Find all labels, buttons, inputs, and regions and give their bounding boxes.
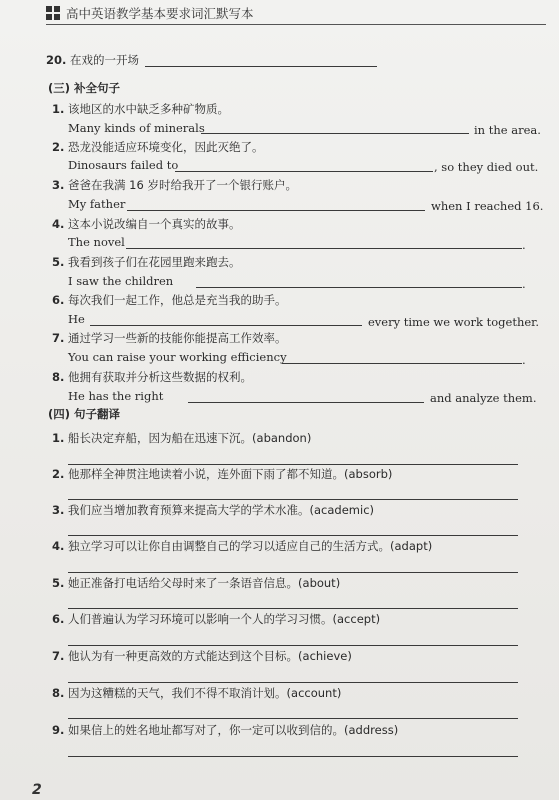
complete-item-8-after: and analyze them. <box>430 391 537 405</box>
translate-item-9 <box>52 722 398 738</box>
complete-item-3-after: when I reached 16. <box>431 199 544 213</box>
item-chinese: 该地区的水中缺乏多种矿物质。 <box>68 102 230 116</box>
answer-blank[interactable] <box>282 363 522 364</box>
answer-blank[interactable] <box>145 66 377 67</box>
item-number: 2. <box>52 467 65 481</box>
item-text: 船长决定弃船，因为船在迅速下沉。(abandon) <box>68 431 312 445</box>
item-number: 8. <box>52 686 65 700</box>
complete-item-6-before: He <box>68 312 85 326</box>
item-text: 他那样全神贯注地读着小说，连外面下雨了都不知道。(absorb) <box>68 467 393 481</box>
complete-item-7-before: You can raise your working efficiency <box>68 350 287 364</box>
item-number: 3. <box>52 503 65 517</box>
translate-item-6 <box>52 611 380 627</box>
item-text: 因为这糟糕的天气，我们不得不取消计划。(account) <box>68 686 342 700</box>
item-text: 人们普遍认为学习环境可以影响一个人的学习习惯。(accept) <box>68 612 381 626</box>
translate-item-7 <box>52 648 352 664</box>
item-number: 9. <box>52 723 65 737</box>
item-number: 5. <box>52 255 65 269</box>
complete-item-4-prompt <box>52 216 241 232</box>
item-chinese: 他拥有获取并分析这些数据的权利。 <box>68 370 253 384</box>
item-number: 7. <box>52 331 65 345</box>
answer-line[interactable] <box>68 608 518 609</box>
complete-item-8-prompt <box>52 369 252 385</box>
complete-item-1-after: in the area. <box>474 123 541 137</box>
answer-line[interactable] <box>68 682 518 683</box>
item-number: 20. <box>46 53 67 67</box>
complete-item-2-before: Dinosaurs failed to <box>68 158 179 172</box>
translate-item-5 <box>52 575 340 591</box>
complete-item-5-before: I saw the children <box>68 274 174 288</box>
answer-line[interactable] <box>68 645 518 646</box>
complete-item-5-after: . <box>522 277 526 291</box>
item-chinese: 每次我们一起工作，他总是充当我的助手。 <box>68 293 287 307</box>
answer-blank[interactable] <box>196 287 522 288</box>
answer-line[interactable] <box>68 718 518 719</box>
section-title-complete: (三) 补全句子 <box>48 81 121 95</box>
answer-line[interactable] <box>68 535 518 536</box>
complete-item-6-prompt <box>52 292 287 308</box>
series-logo-icon <box>46 6 60 20</box>
item-number: 8. <box>52 370 65 384</box>
answer-line[interactable] <box>68 572 518 573</box>
complete-item-7-after: . <box>522 353 526 367</box>
item-number: 7. <box>52 649 65 663</box>
item-text: 在戏的一开场 <box>70 53 140 67</box>
complete-item-2-after: , so they died out. <box>434 160 539 174</box>
item-number: 1. <box>52 102 65 116</box>
answer-blank[interactable] <box>126 248 522 249</box>
complete-item-1-prompt <box>52 101 229 117</box>
translate-item-2 <box>52 466 392 482</box>
item-text: 我们应当增加教育预算来提高大学的学术水准。(academic) <box>68 503 375 517</box>
answer-blank[interactable] <box>175 171 433 172</box>
item-text: 独立学习可以让你自由调整自己的学习以适应自己的生活方式。(adapt) <box>68 539 433 553</box>
item-text: 如果信上的姓名地址都写对了，你一定可以收到信的。(address) <box>68 723 399 737</box>
complete-item-8-before: He has the right <box>68 389 164 403</box>
item-chinese: 这本小说改编自一个真实的故事。 <box>68 217 241 231</box>
section-title-translate: (四) 句子翻译 <box>48 407 121 421</box>
item-20 <box>46 52 139 68</box>
header-title: 高中英语教学基本要求词汇默写本 <box>66 6 254 21</box>
answer-line[interactable] <box>68 464 518 465</box>
item-number: 1. <box>52 431 65 445</box>
answer-line[interactable] <box>68 499 518 500</box>
complete-item-5-prompt <box>52 254 241 270</box>
translate-item-1 <box>52 430 311 446</box>
answer-blank[interactable] <box>188 402 424 403</box>
item-number: 6. <box>52 612 65 626</box>
complete-item-2-prompt <box>52 139 264 155</box>
complete-item-4-before: The novel <box>68 235 125 249</box>
complete-item-6-after: every time we work together. <box>368 315 540 329</box>
item-number: 4. <box>52 539 65 553</box>
answer-line[interactable] <box>68 756 518 757</box>
item-text: 他认为有一种更高效的方式能达到这个目标。(achieve) <box>68 649 352 663</box>
item-number: 3. <box>52 178 65 192</box>
translate-item-3 <box>52 502 374 518</box>
complete-item-7-prompt <box>52 330 287 346</box>
answer-blank[interactable] <box>127 210 425 211</box>
item-chinese: 我看到孩子们在花园里跑来跑去。 <box>68 255 241 269</box>
complete-item-1-before: Many kinds of minerals <box>68 121 205 135</box>
translate-item-4 <box>52 538 432 554</box>
complete-item-3-prompt <box>52 177 297 193</box>
item-chinese: 爸爸在我满 16 岁时给我开了一个银行账户。 <box>68 178 297 192</box>
item-number: 6. <box>52 293 65 307</box>
answer-blank[interactable] <box>90 325 362 326</box>
item-text: 她正准备打电话给父母时来了一条语音信息。(about) <box>68 576 341 590</box>
item-number: 5. <box>52 576 65 590</box>
complete-item-4-after: . <box>522 238 526 252</box>
item-number: 2. <box>52 140 65 154</box>
item-number: 4. <box>52 217 65 231</box>
complete-item-3-before: My father <box>68 197 126 211</box>
translate-item-8 <box>52 685 341 701</box>
page-number: 2 <box>32 782 42 798</box>
item-chinese: 通过学习一些新的技能你能提高工作效率。 <box>68 331 287 345</box>
page-header <box>0 0 559 26</box>
header-divider <box>46 24 546 25</box>
answer-blank[interactable] <box>201 133 469 134</box>
item-chinese: 恐龙没能适应环境变化，因此灭绝了。 <box>68 140 264 154</box>
